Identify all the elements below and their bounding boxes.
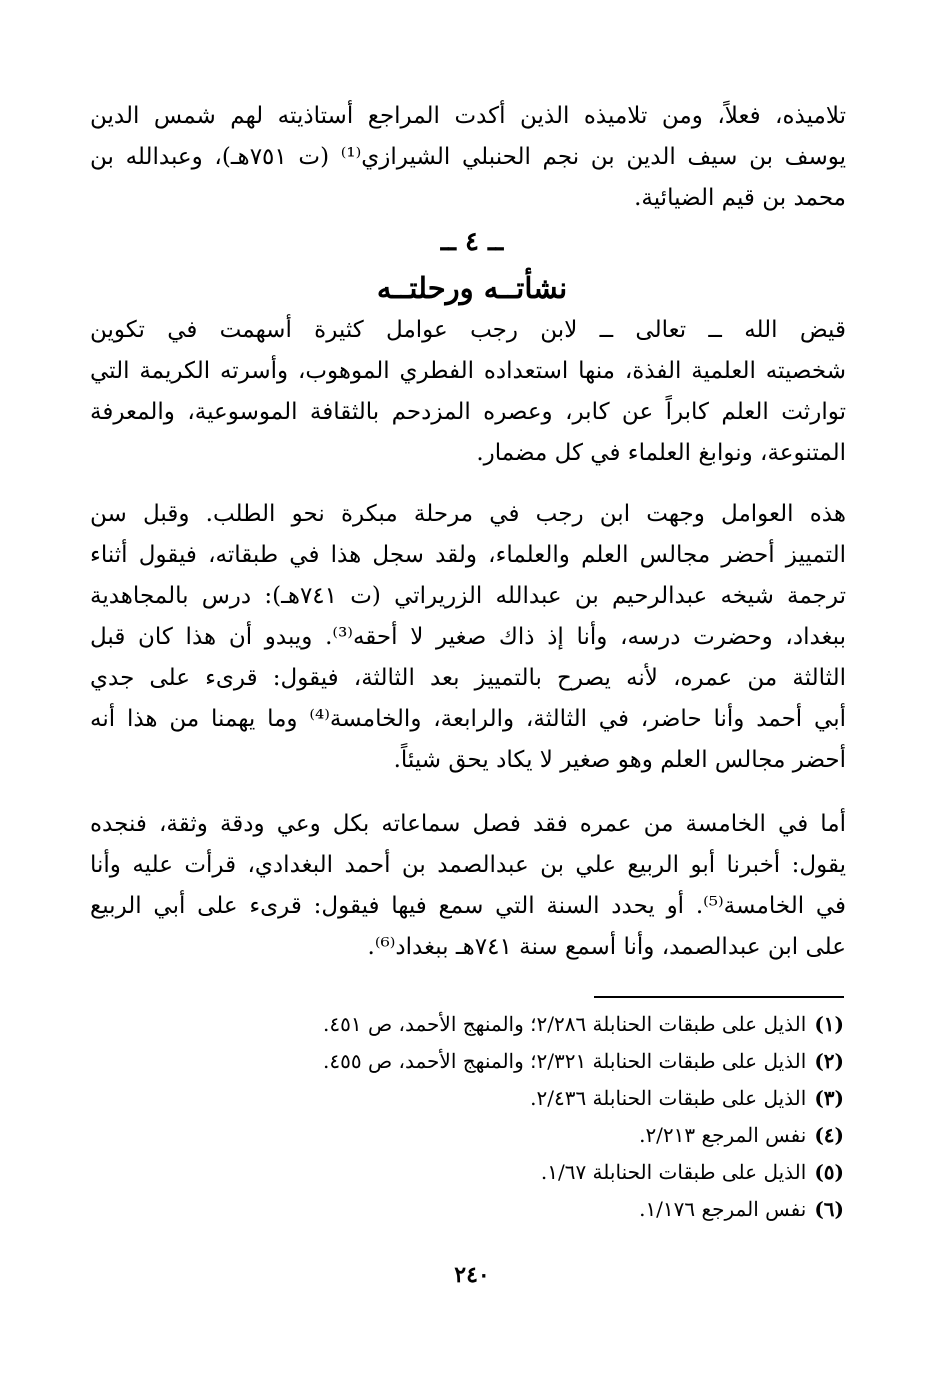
footnote	[180, 1043, 844, 1080]
section-number: ــ ٤ ــ	[440, 227, 504, 257]
paragraph-1	[90, 310, 846, 474]
footnote-text: الذيل على طبقات الحنابلة ٢/٤٣٦.	[530, 1086, 807, 1110]
footnote-number: (٥)	[814, 1160, 844, 1184]
footnote-text: نفس المرجع ٢/٢١٣.	[639, 1123, 807, 1147]
text-line: أما في الخامسة من عمره فقد فصل سماعاته بكل وعي ودقة وثقة، فنجده	[90, 811, 846, 837]
text-line: ببغداد، وحضرت درسه، وأنا إذ ذاك صغير لا أحقه⁽³⁾. ويبدو أن هذا كان قبل	[90, 624, 846, 650]
footnote	[180, 1117, 844, 1154]
text-line: في الخامسة⁽⁵⁾. أو يحدد السنة التي سمع فيها فيقول: قرىء على أبي الربيع	[90, 893, 846, 919]
paragraph-2	[90, 494, 846, 781]
footnote-divider	[594, 996, 844, 998]
text-line: تلاميذه، فعلاً، ومن تلاميذه الذين أكدت المراجع أستاذيته لهم شمس الدين	[90, 103, 846, 129]
footnote	[180, 1191, 844, 1228]
text-line: أبي أحمد وأنا حاضر، في الثالثة، والرابعة، والخامسة⁽⁴⁾ وما يهمنا من هذا أنه	[90, 706, 846, 732]
footnote	[180, 1080, 844, 1117]
text-line: المتنوعة، ونوابغ العلماء في كل مضمار.	[476, 440, 846, 466]
footnote-number: (٢)	[814, 1049, 844, 1073]
text-line: أحضر مجالس العلم وهو صغير لا يكاد يحق شيئاً.	[393, 747, 846, 773]
footnote	[180, 1154, 844, 1191]
text-line: على ابن عبدالصمد، وأنا أسمع سنة ٧٤١هـ ببغداد⁽⁶⁾.	[367, 934, 846, 960]
text-line: محمد بن قيم الضيائية.	[634, 185, 846, 211]
text-line: يوسف بن سيف الدين بن نجم الحنبلي الشيرازي⁽¹⁾ (ت ٧٥١هـ)، وعبدالله بن	[90, 144, 846, 170]
footnote-number: (١)	[814, 1012, 844, 1036]
footnote-text: نفس المرجع ١/١٧٦.	[639, 1197, 807, 1221]
paragraph-3	[90, 804, 846, 968]
text-line: التمييز أحضر مجالس العلم والعلماء، ولقد سجل هذا في طبقاته، فيقول أثناء	[90, 542, 846, 568]
footnote-text: الذيل على طبقات الحنابلة ٢/٣٢١؛ والمنهج الأحمد، ص ٤٥٥.	[323, 1049, 807, 1073]
footnote-text: الذيل على طبقات الحنابلة ٢/٢٨٦؛ والمنهج الأحمد، ص ٤٥١.	[323, 1012, 807, 1036]
text-line: قيض الله ــ تعالى ــ لابن رجب عوامل كثيرة أسهمت في تكوين	[90, 317, 846, 343]
text-line: هذه العوامل وجهت ابن رجب في مرحلة مبكرة نحو الطلب. وقبل سن	[90, 501, 846, 527]
text-line: شخصيته العلمية الفذة، منها استعداده الفطري الموهوب، وأسرته الكريمة التي	[90, 358, 846, 384]
footnote-text: الذيل على طبقات الحنابلة ١/٦٧.	[540, 1160, 807, 1184]
text-line: ترجمة شيخه عبدالرحيم بن عبدالله الزريراتي (ت ٧٤١هـ): درس بالمجاهدية	[90, 583, 846, 609]
text-line: يقول: أخبرنا أبو الربيع علي بن عبدالصمد بن أحمد البغدادي، قرأت عليه وأنا	[90, 852, 846, 878]
footnotes	[180, 1006, 844, 1228]
text-line: الثالثة من عمره، لأنه يصرح بالتمييز بعد الثالثة، فيقول: قرىء على جدي	[90, 665, 846, 691]
footnote-number: (٣)	[814, 1086, 844, 1110]
footnote	[180, 1006, 844, 1043]
footnote-number: (٤)	[814, 1123, 844, 1147]
text-line: توارثت العلم كابراً عن كابر، وعصره المزدحم بالثقافة الموسوعية، والمعرفة	[90, 399, 846, 425]
section-title: نشأتــه ورحلتــه	[376, 271, 568, 305]
page-number: ٢٤٠	[454, 1262, 490, 1288]
footnote-number: (٦)	[814, 1197, 844, 1221]
intro-paragraph	[90, 96, 846, 219]
